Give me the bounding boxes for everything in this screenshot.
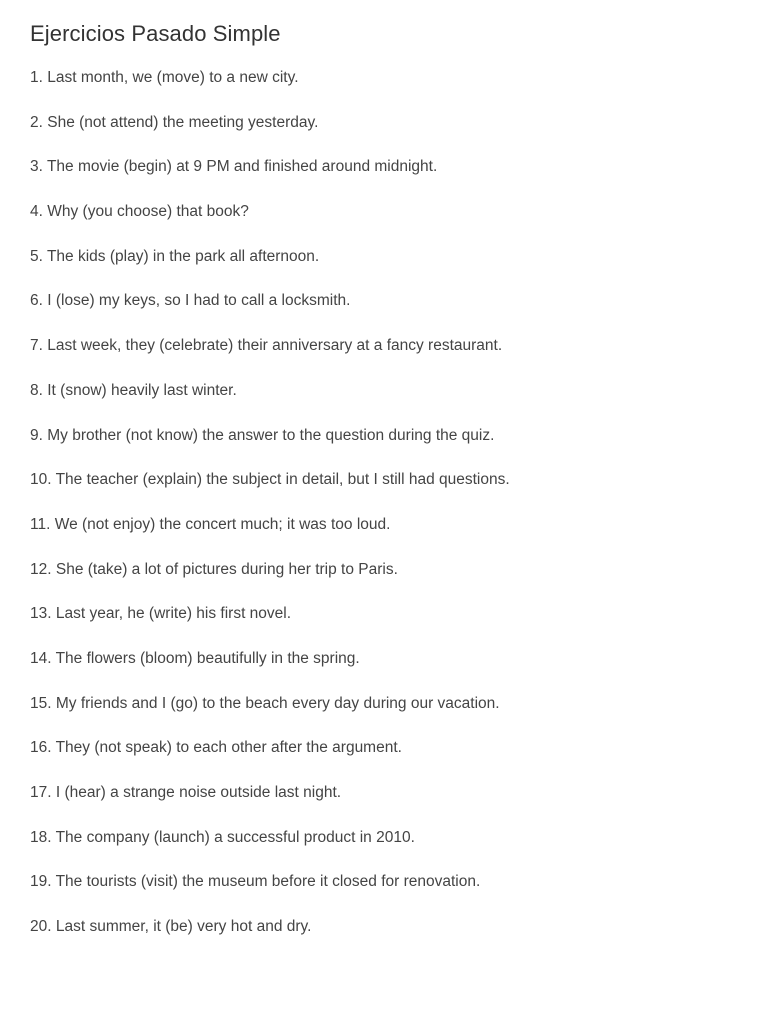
exercise-text: Last week, they (celebrate) their anniversary at a fancy restaurant. bbox=[47, 337, 503, 355]
exercise-number: 11. bbox=[30, 515, 51, 533]
exercise-item bbox=[30, 381, 738, 401]
exercise-number: 17. bbox=[30, 784, 52, 801]
exercise-text: The movie (begin) at 9 PM and finished around midnight. bbox=[46, 158, 438, 176]
exercise-item bbox=[30, 426, 738, 446]
exercise-number: 7. bbox=[30, 337, 43, 355]
exercise-text: It (snow) heavily last winter. bbox=[47, 381, 237, 399]
exercise-text: Why (you choose) that book? bbox=[47, 203, 249, 221]
exercise-text: Last year, he (write) his first novel. bbox=[55, 605, 292, 623]
exercise-number: 3. bbox=[30, 158, 43, 176]
exercise-item bbox=[30, 560, 738, 580]
exercise-item bbox=[30, 470, 738, 490]
exercise-number: 9. bbox=[30, 426, 43, 444]
exercise-item bbox=[30, 291, 738, 311]
exercise-number: 14. bbox=[30, 649, 52, 667]
exercise-text: Last summer, it (be) very hot and dry. bbox=[55, 918, 312, 936]
exercise-item bbox=[30, 247, 738, 267]
exercise-text: The tourists (visit) the museum before it closed for renovation. bbox=[55, 873, 481, 891]
exercise-number: 5. bbox=[30, 247, 43, 265]
exercise-text: The flowers (bloom) beautifully in the spring. bbox=[55, 649, 360, 667]
exercise-item bbox=[30, 68, 738, 88]
exercise-list bbox=[30, 68, 738, 937]
exercise-item bbox=[30, 157, 738, 177]
exercise-number: 15. bbox=[30, 694, 52, 712]
exercise-number: 19. bbox=[30, 873, 52, 891]
exercise-item bbox=[30, 515, 738, 535]
exercise-number: 4. bbox=[30, 203, 43, 221]
exercise-number: 1. bbox=[30, 69, 43, 86]
exercise-item bbox=[30, 917, 738, 937]
exercise-text: My brother (not know) the answer to the question during the quiz. bbox=[47, 426, 495, 444]
exercise-number: 18. bbox=[30, 828, 52, 846]
exercise-text: I (lose) my keys, so I had to call a locksmith. bbox=[47, 292, 351, 310]
exercise-number: 20. bbox=[30, 918, 52, 936]
exercise-text: The kids (play) in the park all afternoon. bbox=[46, 247, 320, 265]
exercise-text: The company (launch) a successful product in 2010. bbox=[55, 828, 415, 846]
exercise-item bbox=[30, 604, 738, 624]
exercise-text: They (not speak) to each other after the argument. bbox=[55, 739, 402, 757]
exercise-number: 2. bbox=[30, 113, 43, 131]
exercise-item bbox=[30, 336, 738, 356]
exercise-number: 10. bbox=[30, 471, 52, 489]
page-title: Ejercicios Pasado Simple bbox=[30, 21, 281, 46]
exercise-number: 12. bbox=[30, 560, 52, 578]
exercise-number: 13. bbox=[30, 605, 52, 623]
exercise-item bbox=[30, 783, 738, 803]
exercise-item bbox=[30, 872, 738, 892]
exercise-item bbox=[30, 694, 738, 714]
exercise-item bbox=[30, 113, 738, 133]
exercise-text: I (hear) a strange noise outside last night. bbox=[55, 784, 342, 801]
exercise-text: The teacher (explain) the subject in detail, but I still had questions. bbox=[55, 471, 510, 489]
exercise-item bbox=[30, 202, 738, 222]
exercise-item bbox=[30, 828, 738, 848]
exercise-text: Last month, we (move) to a new city. bbox=[47, 69, 299, 86]
exercise-text: We (not enjoy) the concert much; it was too loud. bbox=[54, 515, 391, 533]
exercise-text: She (not attend) the meeting yesterday. bbox=[47, 113, 319, 131]
exercise-text: My friends and I (go) to the beach every day during our vacation. bbox=[55, 694, 500, 712]
exercise-number: 16. bbox=[30, 739, 52, 757]
exercise-text: She (take) a lot of pictures during her trip to Paris. bbox=[55, 560, 398, 578]
exercise-item bbox=[30, 738, 738, 758]
exercise-item bbox=[30, 649, 738, 669]
exercise-number: 8. bbox=[30, 381, 43, 399]
exercise-number: 6. bbox=[30, 292, 43, 310]
